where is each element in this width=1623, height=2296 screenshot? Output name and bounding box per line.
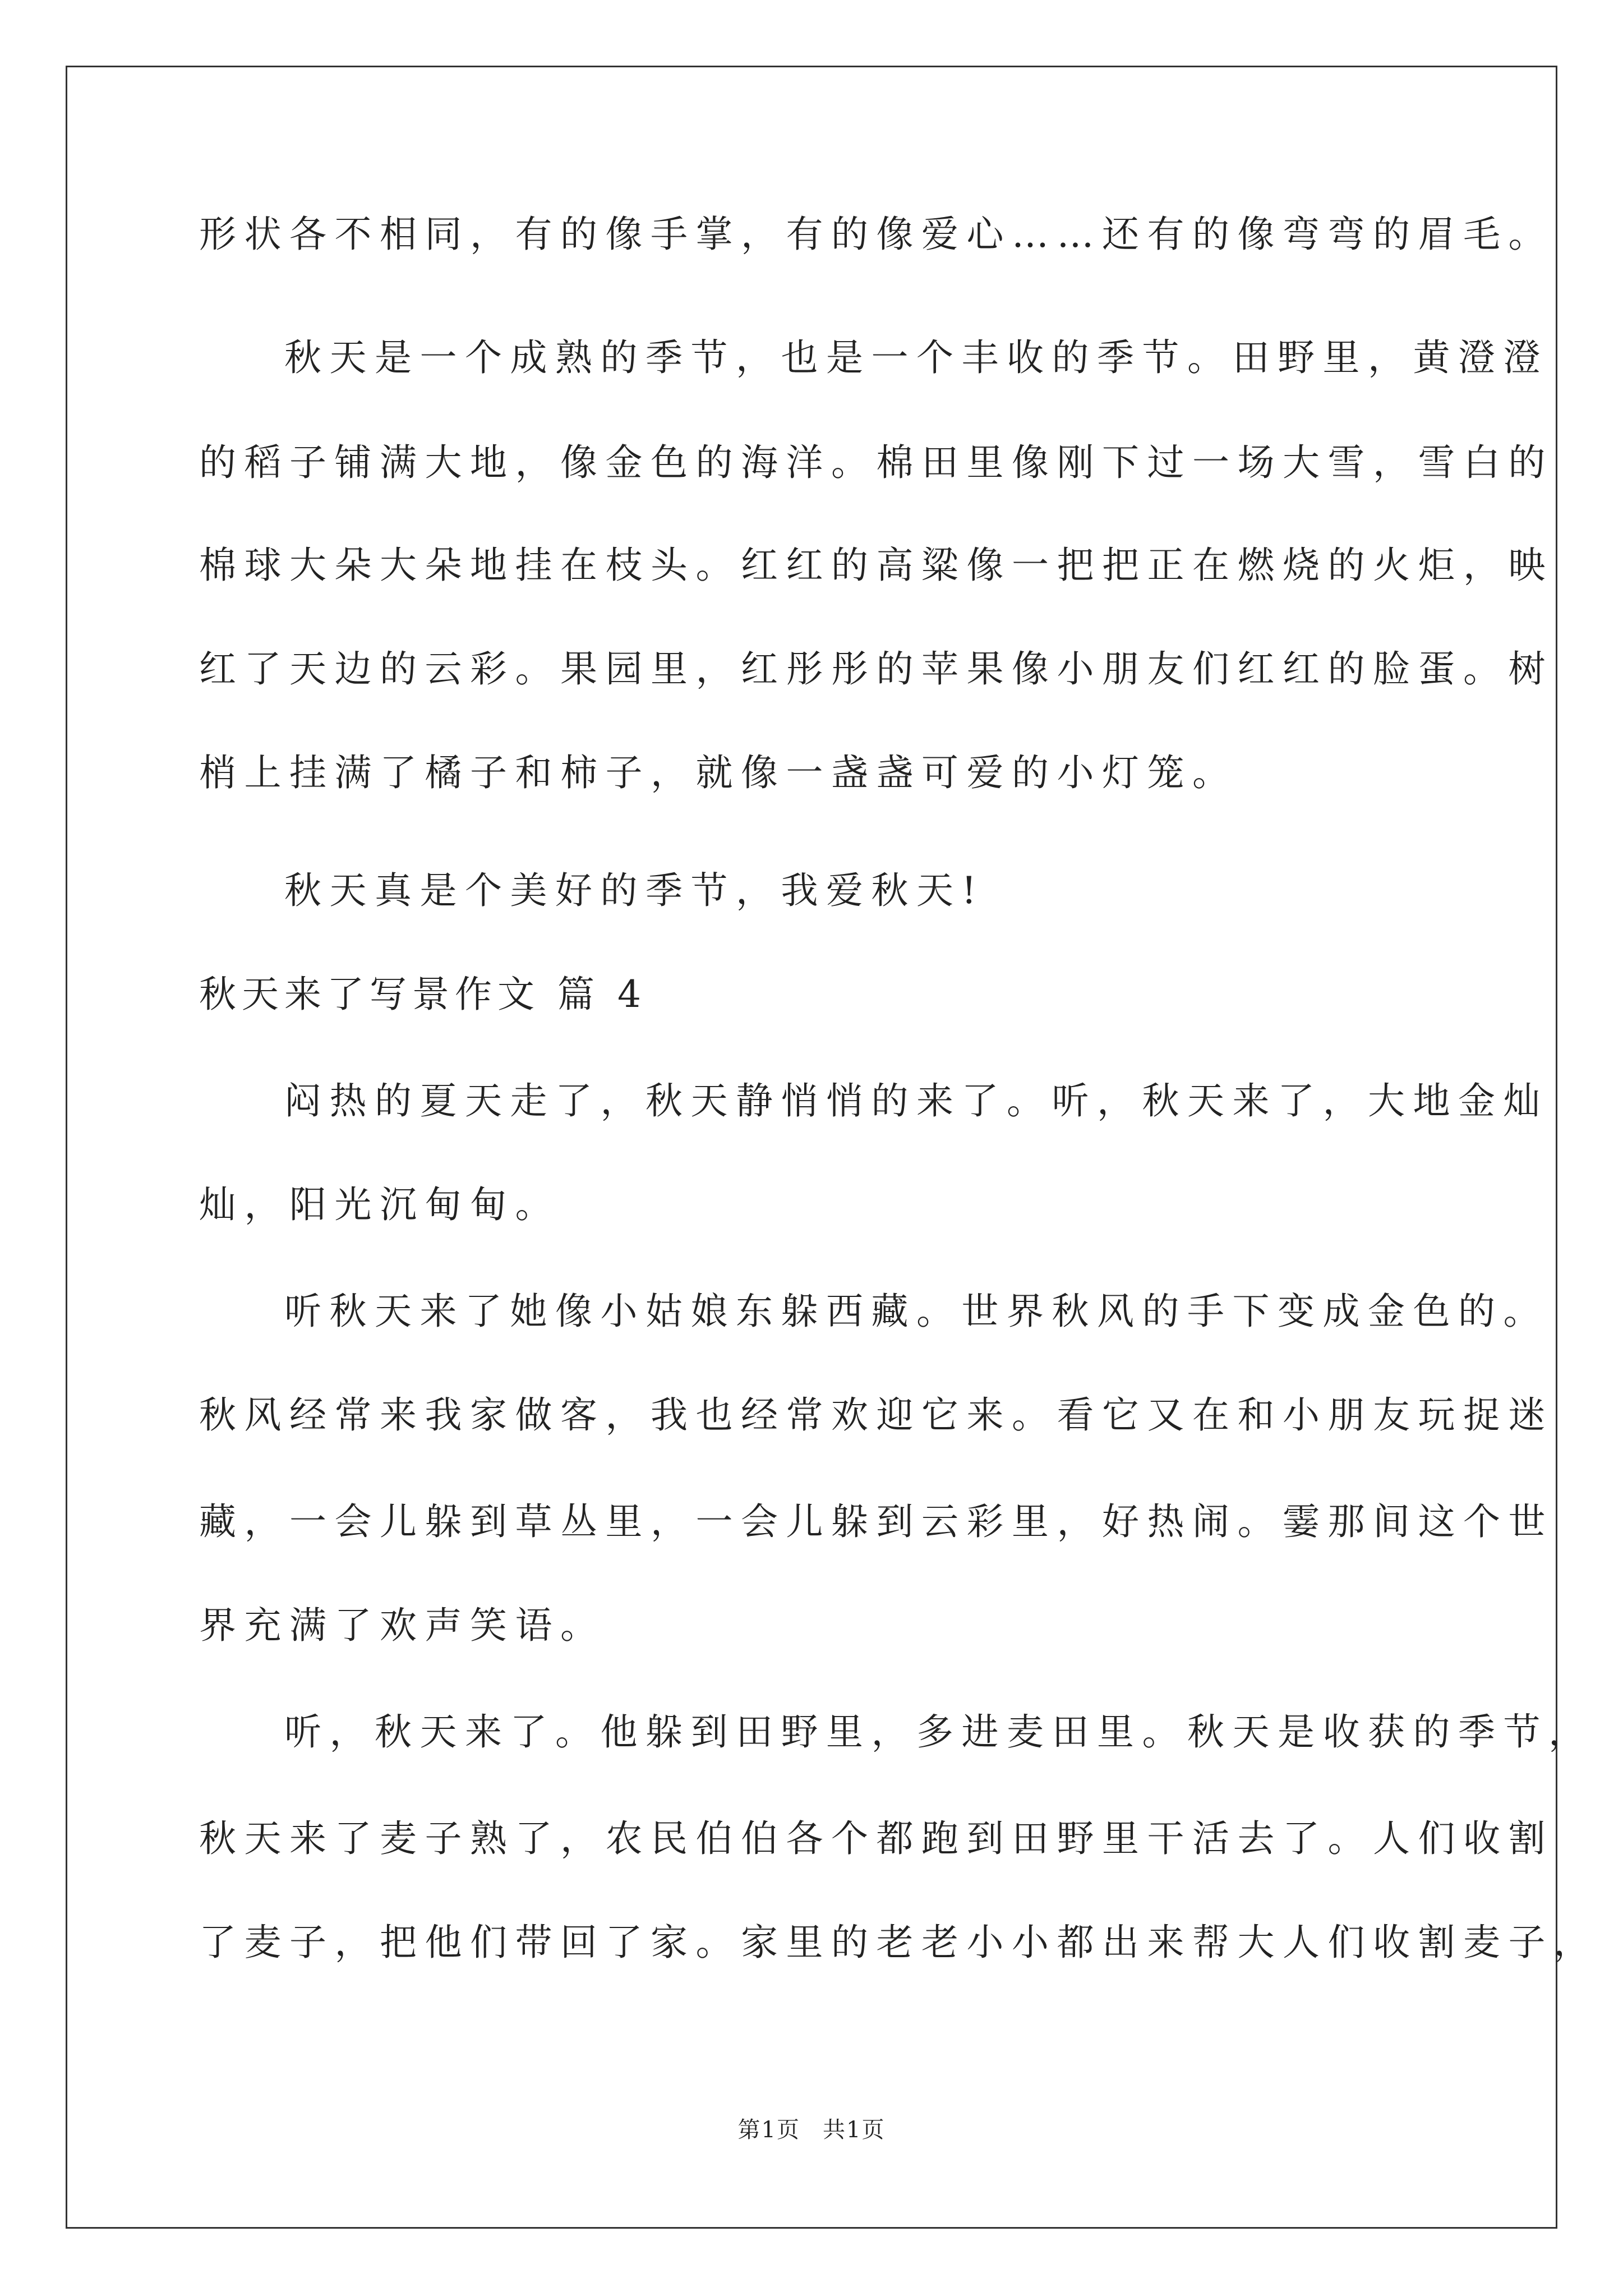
paragraph-start-line: 秋天真是个美好的季节，我爱秋天! xyxy=(284,869,985,912)
text-line: 界充满了欢声笑语。 xyxy=(199,1604,606,1647)
text-line: 的稻子铺满大地，像金色的海洋。棉田里像刚下过一场大雪，雪白的 xyxy=(199,441,1553,484)
paragraph-start-line: 闷热的夏天走了，秋天静悄悄的来了。听，秋天来了，大地金灿 xyxy=(284,1079,1548,1122)
text-line: 梢上挂满了橘子和柿子，就像一盏盏可爱的小灯笼。 xyxy=(199,751,1238,794)
section-heading: 秋天来了写景作文 篇 4 xyxy=(199,973,647,1016)
page-footer xyxy=(0,2119,1623,2141)
page-number-total: 共1页 xyxy=(823,2117,886,2143)
page-number-current: 第1页 xyxy=(737,2117,800,2143)
text-line: 藏，一会儿躲到草丛里，一会儿躲到云彩里，好热闹。霎那间这个世 xyxy=(199,1500,1553,1543)
text-line: 形状各不相同，有的像手掌，有的像爱心……还有的像弯弯的眉毛。 xyxy=(199,213,1553,256)
text-line: 灿，阳光沉甸甸。 xyxy=(199,1183,560,1226)
text-line: 秋风经常来我家做客，我也经常欢迎它来。看它又在和小朋友玩捉迷 xyxy=(199,1393,1553,1437)
paragraph-start-line: 听，秋天来了。他躲到田野里，多进麦田里。秋天是收获的季节， xyxy=(284,1710,1594,1754)
text-line: 棉球大朵大朵地挂在枝头。红红的高粱像一把把正在燃烧的火炬，映 xyxy=(199,544,1553,587)
paragraph-start-line: 听秋天来了她像小姑娘东躲西藏。世界秋风的手下变成金色的。 xyxy=(284,1290,1548,1333)
paragraph-start-line: 秋天是一个成熟的季节，也是一个丰收的季节。田野里，黄澄澄 xyxy=(284,336,1548,379)
text-line: 秋天来了麦子熟了，农民伯伯各个都跑到田野里干活去了。人们收割 xyxy=(199,1817,1553,1860)
text-line: 了麦子，把他们带回了家。家里的老老小小都出来帮大人们收割麦子， xyxy=(199,1921,1599,1964)
text-line: 红了天边的云彩。果园里，红彤彤的苹果像小朋友们红红的脸蛋。树 xyxy=(199,647,1553,691)
page-border xyxy=(66,66,1557,2229)
